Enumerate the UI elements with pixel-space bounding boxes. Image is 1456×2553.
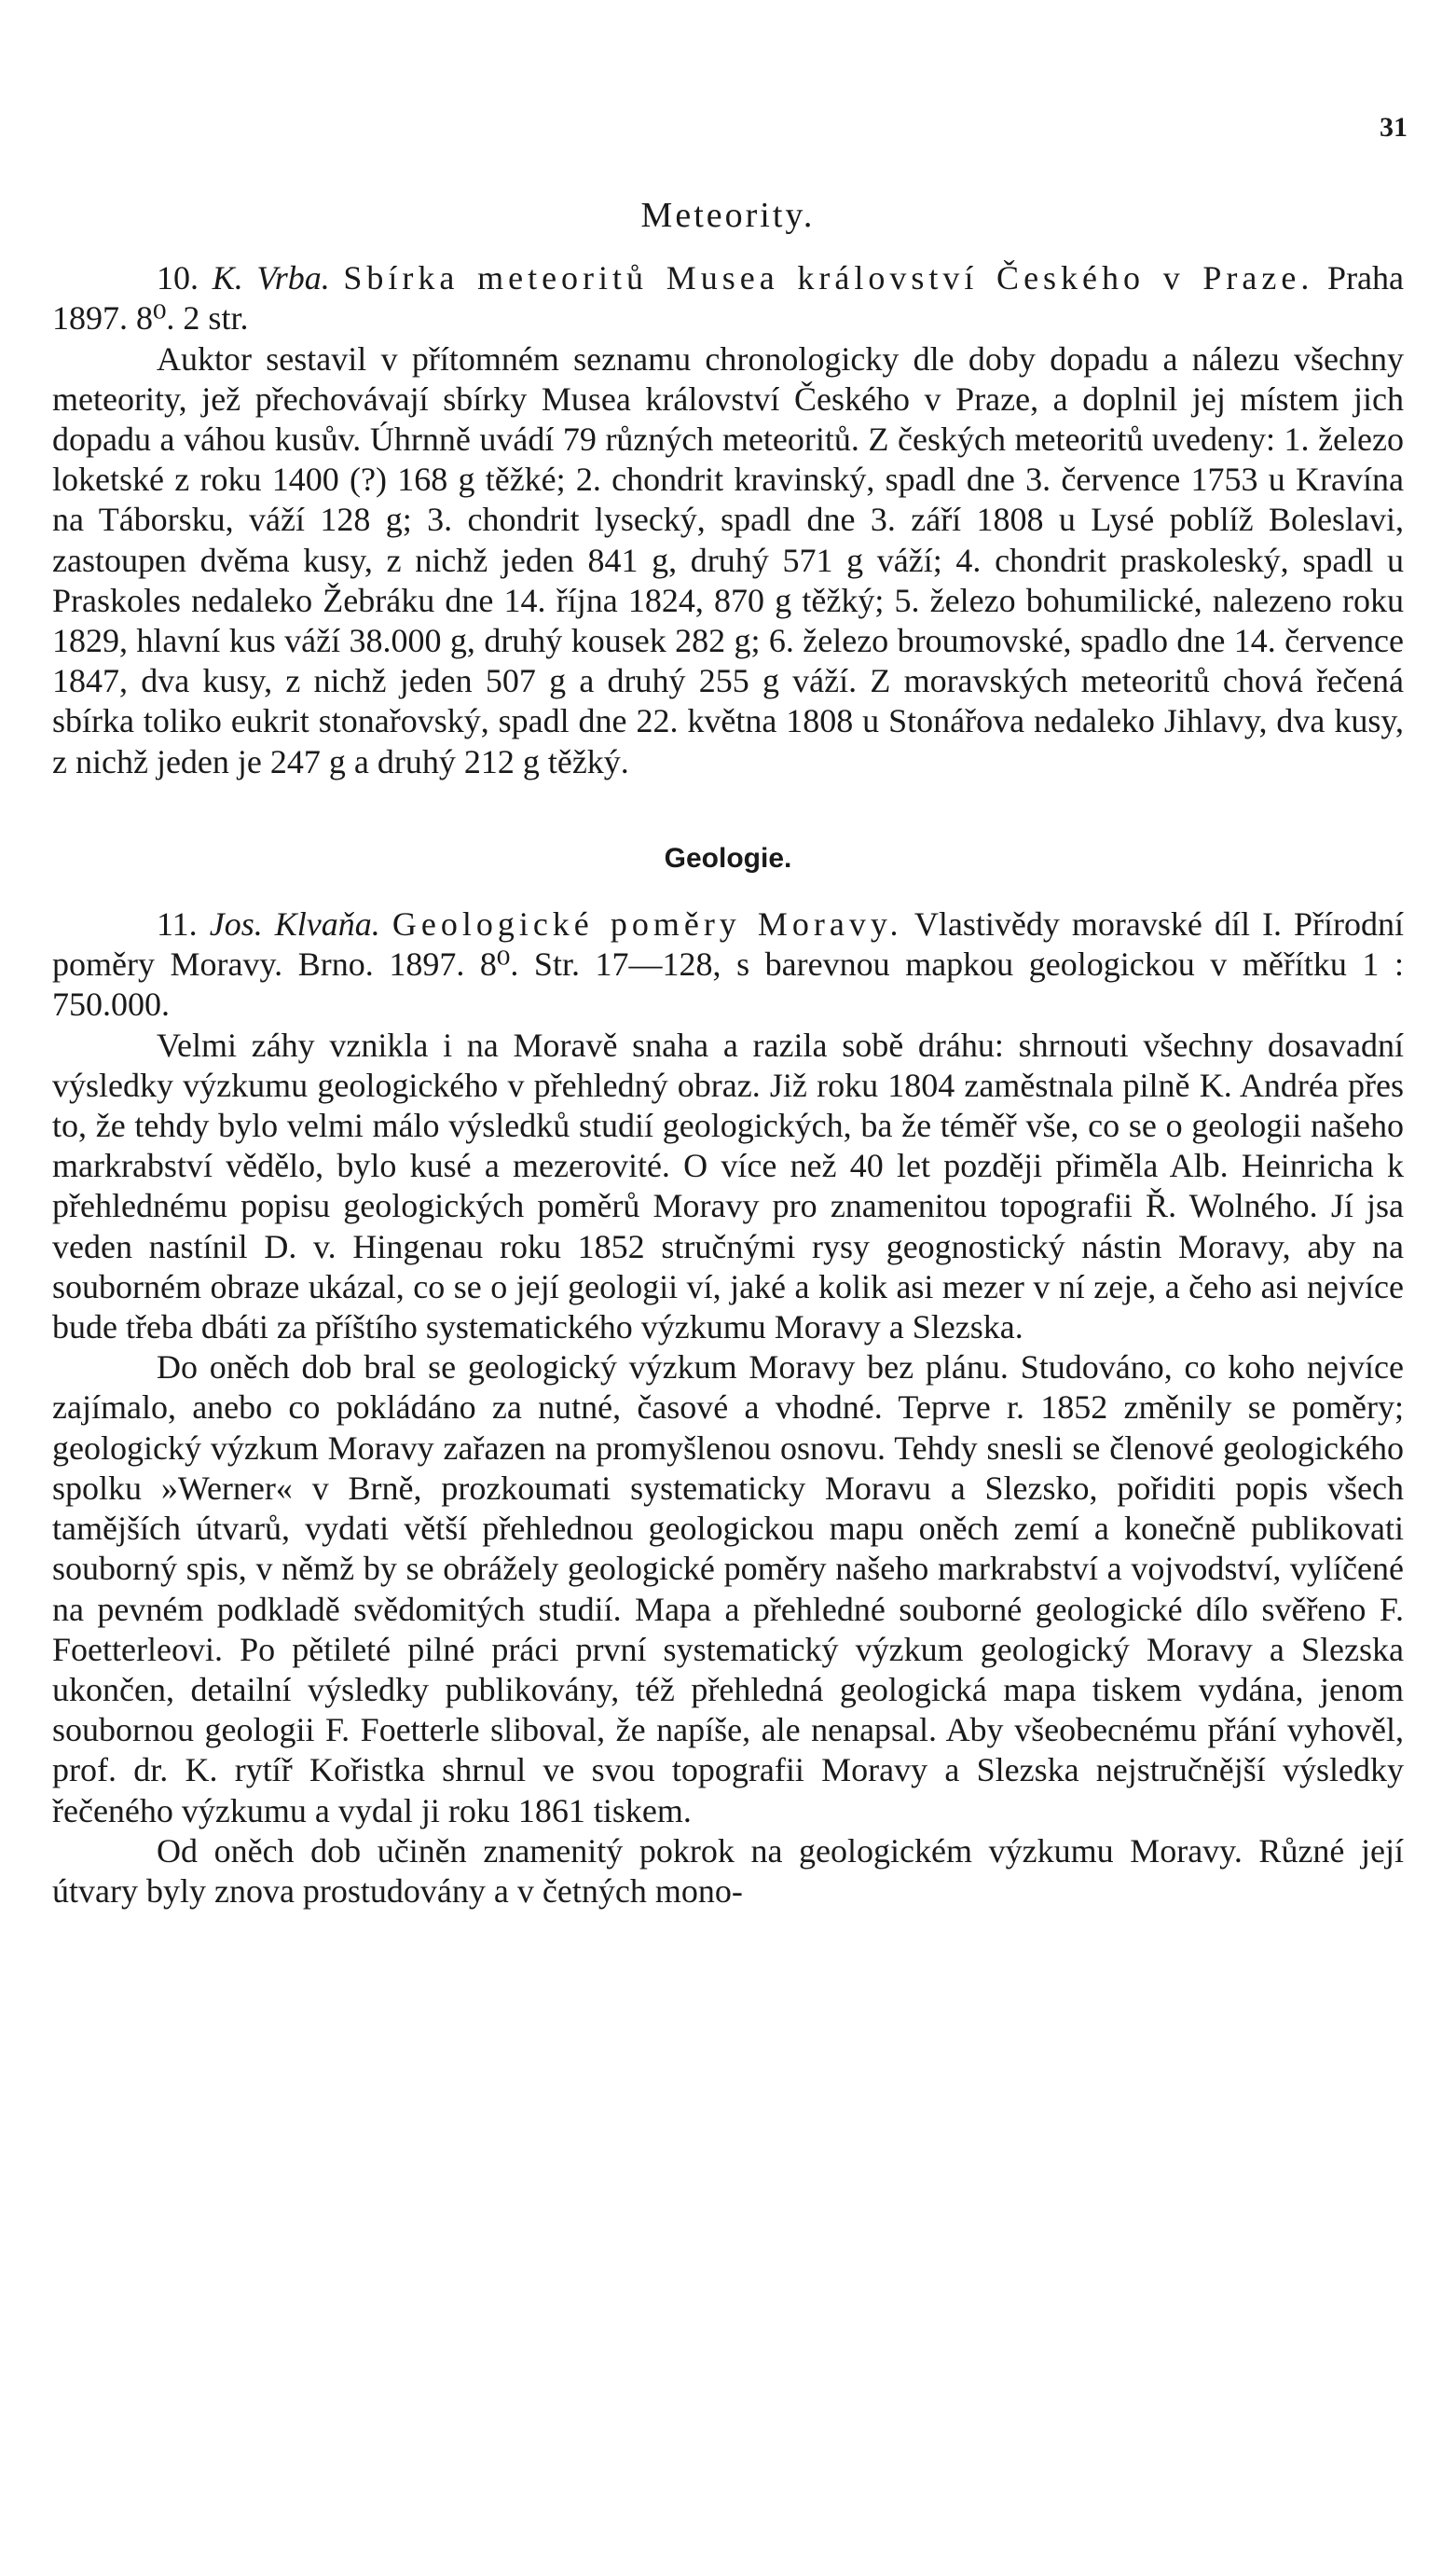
review-paragraph: Od oněch dob učiněn znamenitý pokrok na geologickém výzkumu Moravy. Různé její útvary byly znova prostudovány a v četných mono- [52, 1831, 1404, 1910]
document-body [52, 196, 1404, 1911]
entry-title: Geologické poměry Moravy. [391, 905, 903, 944]
section-title-geologie: Geologie. [664, 842, 792, 874]
bibliography-entry-11 [52, 904, 1404, 1026]
review-paragraph: Velmi záhy vznikla i na Moravě snaha a razila sobě dráhu: shrnouti všechny dosavadní výsledky výzkumu geologického v přehledný obraz. Již roku 1804 zaměstnala pilně K. Andréa přes to, že tehdy bylo velmi málo výsledků studií geologických, ba že téměř vše, co se o geologii našeho markrabství vědělo, bylo kusé a mezerovité. O více než 40 let později přiměla Alb. Heinricha k přehlednému popisu geologických poměrů Moravy pro znamenitou topografii Ř. Wolného. Jí jsa veden nastínil D. v. Hingenau roku 1852 stručnými rysy geognostický nástin Moravy, aby na souborném obraze ukázal, co se o její geologii ví, jaké a kolik asi mezer v ní zeje, a čeho asi nejvíce bude třeba dbáti za příštího systematického výzkumu Moravy a Slezska. [52, 1026, 1404, 1346]
entry-author: K. Vrba. [212, 259, 330, 297]
entry-author: Jos. Klvaňa. [209, 905, 380, 944]
page-number: 31 [1380, 112, 1408, 143]
entry-imprint: Praha 1897. 8⁰. 2 str. [52, 259, 1405, 338]
review-paragraph: Do oněch dob bral se geologický výzkum Moravy bez plánu. Studováno, co koho nejvíce zajímalo, anebo co pokládáno za nutné, časové a vhodné. Teprve r. 1852 změnily se poměry; geologický výzkum Moravy zařazen na promyšlenou osnovu. Tehdy snesli se členové geologického spolku »Werner« v Brně, prozkoumati systematicky Moravu a Slezsko, pořiditi popis všech tamějších útvarů, vydati větší přehlednou geologickou mapu oněch zemí a konečně publikovati souborný spis, v němž by se obrážely geologické poměry našeho markrabství a vojvodství, vylíčené na pevném podkladě svědomitých studií. Mapa a přehledné souborné geologické dílo svěřeno F. Foetterleovi. Po pětileté pilné práci první systematický výzkum geologický Moravy a Slezska ukončen, detailní výsledky publikovány, též přehledná geologická mapa tiskem vydána, jenom soubornou geologii F. Foetterle sliboval, že napíše, ale nenapsal. Aby všeobecnému přání vyhověl, prof. dr. K. rytíř Kořistka shrnul ve svou topografii Moravy a Slezska nejstručnější výsledky řečeného výzkumu a vydal ji roku 1861 tiskem. [52, 1348, 1404, 1829]
entry-title: Sbírka meteoritů Musea království Českého v Praze. [343, 259, 1314, 297]
entry-number: 11. [157, 905, 198, 944]
review-paragraph: Auktor sestavil v přítomném seznamu chronologicky dle doby dopadu a nálezu všechny meteority, jež přechovávají sbírky Musea království Českého v Praze, a doplnil jej místem jich dopadu a váhou kusův. Úhrnně uvádí 79 různých meteoritů. Z českých meteoritů uvedeny: 1. železo loketské z roku 1400 (?) 168 g těžké; 2. chondrit kravinský, spadl dne 3. července 1753 u Kravína na Táborsku, váží 128 g; 3. chondrit lysecký, spadl dne 3. září 1808 u Lysé poblíž Boleslavi, zastoupen dvěma kusy, z nichž jeden 841 g, druhý 571 g váží; 4. chondrit praskoleský, spadl u Praskoles nedaleko Žebráku dne 14. října 1824, 870 g těžký; 5. železo bohumilické, nalezeno roku 1829, hlavní kus váží 38.000 g, druhý kousek 282 g; 6. železo broumovské, spadlo dne 14. července 1847, dva kusy, z nichž jeden 507 g a druhý 255 g váží. Z moravských meteoritů chová řečená sbírka toliko eukrit stonařovský, spadl dne 22. května 1808 u Stonářova nedaleko Jihlavy, dva kusy, z nichž jeden je 247 g a druhý 212 g těžký. [52, 339, 1404, 780]
section-title-meteority: Meteority. [640, 196, 816, 235]
entry-imprint: Vlastivědy moravské díl I. Přírodní poměry Moravy. Brno. 1897. 8⁰. Str. 17—128, s barevnou mapkou geologickou v měřítku 1 : 750.000. [52, 905, 1405, 1024]
entry-number: 10. [157, 259, 199, 297]
bibliography-entry-10 [52, 258, 1404, 338]
